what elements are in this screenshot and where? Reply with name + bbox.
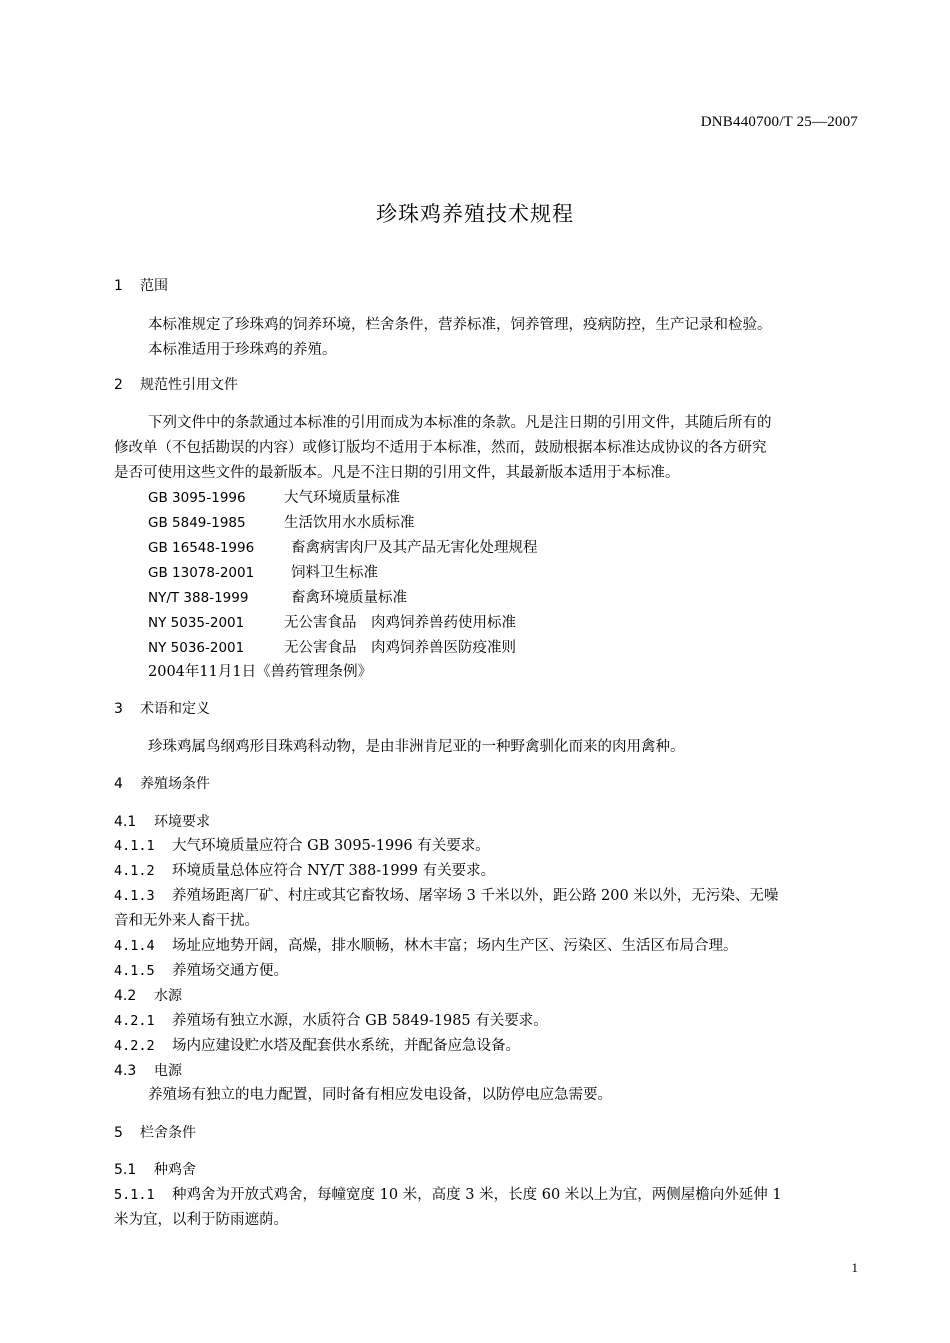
reference-code: NY/T 388-1999 — [148, 590, 249, 606]
page-number: 1 — [851, 1260, 858, 1275]
reference-title: 畜禽病害肉尸及其产品无害化处理规程 — [291, 540, 538, 556]
subsection-number: 4.1 — [114, 814, 137, 830]
clause-text: 养殖场距离厂矿、村庄或其它畜牧场、屠宰场 3 千米以外，距公路 200 米以外，无污染、无噪 — [172, 888, 779, 904]
clause-number: 4.2.1 — [114, 1013, 155, 1029]
reference-item — [148, 513, 415, 533]
subsection-heading — [114, 1160, 196, 1180]
subsection-heading — [114, 812, 210, 832]
section-title: 范围 — [140, 278, 168, 294]
subsection-number: 4.2 — [114, 988, 137, 1004]
section-number: 5 — [114, 1125, 123, 1141]
paragraph-line: 修改单（不包括勘误的内容）或修订版均不适用于本标准，然而，鼓励根据本标准达成协议的各方研究 — [114, 440, 767, 456]
clause-text: 养殖场交通方便。 — [172, 963, 288, 979]
reference-code: GB 16548-1996 — [148, 540, 255, 556]
paragraph-line: 是否可使用这些文件的最新版本。凡是不注日期的引用文件，其最新版本适用于本标准。 — [114, 465, 680, 481]
clause-item — [114, 936, 738, 956]
section-3-heading — [114, 699, 210, 719]
paragraph-line: 下列文件中的条款通过本标准的引用而成为本标准的条款。凡是注日期的引用文件，其随后所有的 — [148, 415, 772, 431]
clause-continuation: 米为宜，以利于防雨遮荫。 — [114, 1212, 288, 1228]
subsection-title: 电源 — [154, 1063, 182, 1079]
subsection-heading — [114, 1061, 182, 1081]
subsection-title: 种鸡舍 — [154, 1162, 196, 1178]
clause-item — [114, 836, 490, 856]
clause-text: 大气环境质量应符合 GB 3095-1996 有关要求。 — [172, 838, 490, 854]
clause-text: 环境质量总体应符合 NY/T 388-1999 有关要求。 — [172, 863, 496, 879]
reference-item — [148, 613, 516, 633]
clause-item — [114, 1185, 782, 1205]
section-title: 规范性引用文件 — [140, 377, 238, 393]
reference-item — [148, 538, 538, 558]
clause-text: 养殖场有独立水源，水质符合 GB 5849-1985 有关要求。 — [172, 1013, 548, 1029]
reference-code: NY 5035-2001 — [148, 615, 245, 631]
reference-title: 无公害食品 肉鸡饲养兽医防疫准则 — [284, 640, 516, 656]
reference-item — [148, 563, 378, 583]
clause-number: 4.1.2 — [114, 863, 155, 879]
reference-title: 无公害食品 肉鸡饲养兽药使用标准 — [284, 615, 516, 631]
clause-item — [114, 1011, 548, 1031]
section-title: 养殖场条件 — [140, 776, 210, 792]
clause-number: 4.1.1 — [114, 838, 155, 854]
clause-continuation: 音和无外来人畜干扰。 — [114, 913, 259, 929]
clause-item — [114, 861, 495, 881]
section-title: 术语和定义 — [140, 701, 210, 717]
section-4-heading — [114, 774, 210, 794]
subsection-title: 水源 — [154, 988, 182, 1004]
reference-code: GB 13078-2001 — [148, 565, 255, 581]
document-code: DNB440700/T 25—2007 — [700, 114, 858, 130]
reference-title: 大气环境质量标准 — [284, 490, 400, 506]
document-title: 珍珠鸡养殖技术规程 — [376, 202, 574, 226]
reference-item: 2004年11月1日《兽药管理条例》 — [148, 664, 373, 680]
clause-text: 场内应建设贮水塔及配套供水系统，并配备应急设备。 — [172, 1038, 520, 1054]
clause-number: 5.1.1 — [114, 1187, 155, 1203]
section-1-heading — [114, 276, 168, 296]
section-number: 2 — [114, 377, 123, 393]
paragraph: 本标准适用于珍珠鸡的养殖。 — [148, 342, 337, 358]
clause-number: 4.1.5 — [114, 963, 155, 979]
clause-item — [114, 1036, 520, 1056]
reference-item — [148, 638, 516, 658]
reference-item — [148, 588, 407, 608]
section-number: 1 — [114, 278, 123, 294]
reference-code: GB 5849-1985 — [148, 515, 246, 531]
clause-number: 4.1.4 — [114, 938, 155, 954]
paragraph: 本标准规定了珍珠鸡的饲养环境，栏舍条件，营养标准，饲养管理，疫病防控，生产记录和检验。 — [148, 317, 772, 333]
subsection-title: 环境要求 — [154, 814, 210, 830]
clause-number: 4.1.3 — [114, 888, 155, 904]
reference-code: GB 3095-1996 — [148, 490, 246, 506]
paragraph: 珍珠鸡属鸟纲鸡形目珠鸡科动物，是由非洲肯尼亚的一种野禽驯化而来的肉用禽种。 — [148, 739, 685, 755]
section-number: 4 — [114, 776, 123, 792]
subsection-number: 5.1 — [114, 1162, 137, 1178]
section-number: 3 — [114, 701, 123, 717]
clause-item — [114, 886, 778, 906]
clause-text: 场址应地势开阔，高燥，排水顺畅，林木丰富；场内生产区、污染区、生活区布局合理。 — [172, 938, 738, 954]
reference-title: 饲料卫生标准 — [291, 565, 378, 581]
section-2-heading — [114, 375, 238, 395]
subsection-heading — [114, 986, 182, 1006]
section-5-heading — [114, 1123, 196, 1143]
subsection-number: 4.3 — [114, 1063, 137, 1079]
reference-title: 畜禽环境质量标准 — [291, 590, 407, 606]
paragraph: 养殖场有独立的电力配置，同时备有相应发电设备，以防停电应急需要。 — [148, 1087, 612, 1103]
reference-item — [148, 488, 400, 508]
section-title: 栏舍条件 — [140, 1125, 196, 1141]
clause-item — [114, 961, 288, 981]
clause-text: 种鸡舍为开放式鸡舍，每幢宽度 10 米，高度 3 米，长度 60 米以上为宜，两侧屋檐向外延伸 1 — [172, 1187, 782, 1203]
clause-number: 4.2.2 — [114, 1038, 155, 1054]
reference-code: NY 5036-2001 — [148, 640, 245, 656]
reference-title: 生活饮用水水质标准 — [284, 515, 415, 531]
